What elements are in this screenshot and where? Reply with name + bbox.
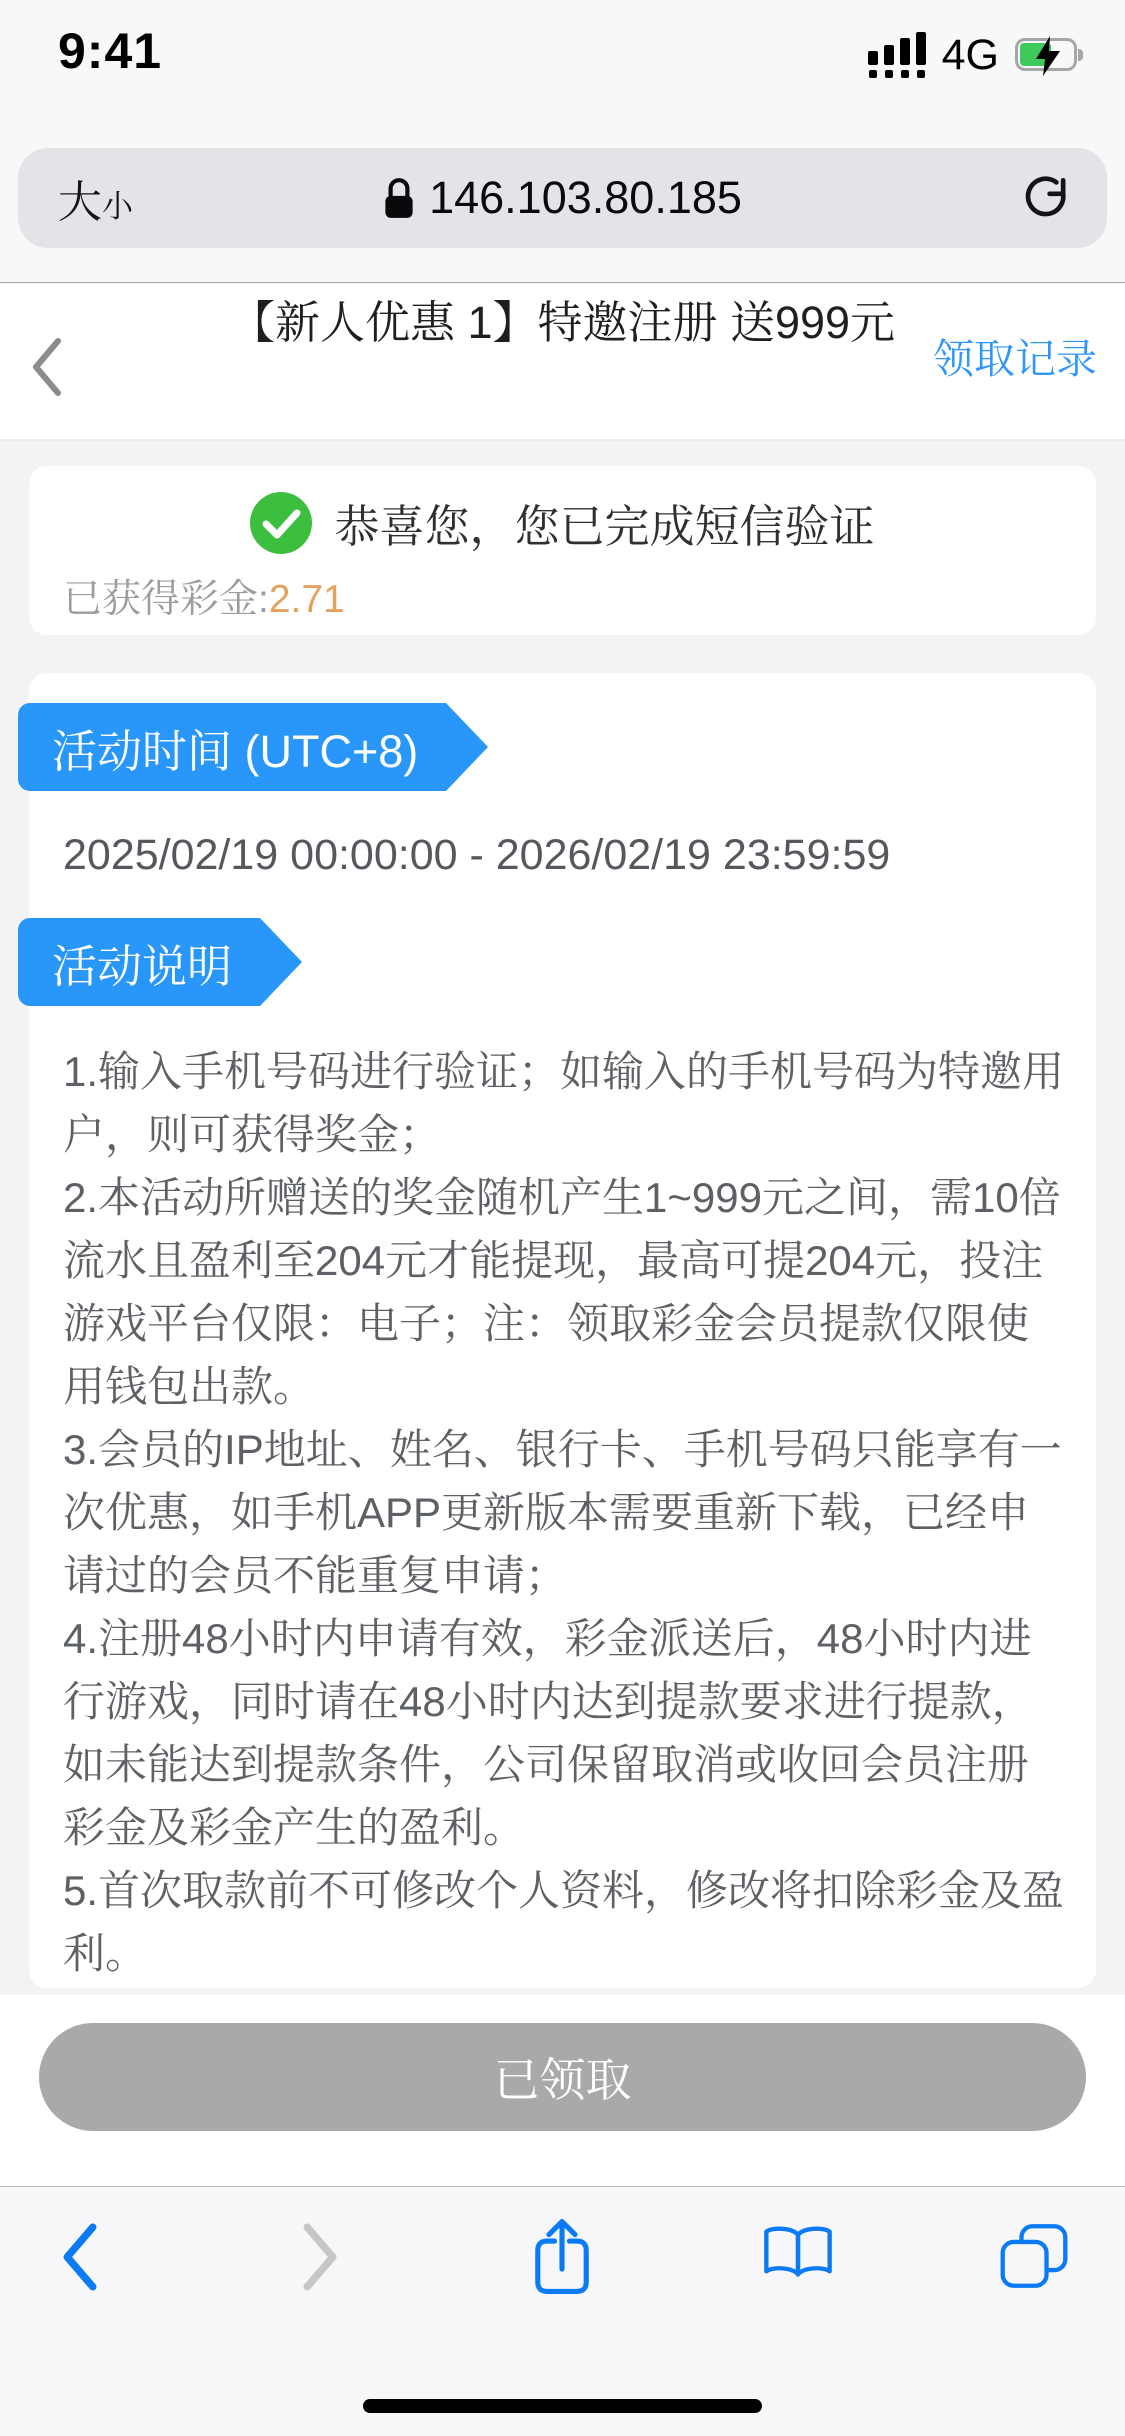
text-size-small-label: 小 [102, 188, 133, 224]
home-indicator[interactable] [363, 2399, 762, 2413]
url-bar[interactable] [18, 148, 1107, 248]
book-icon[interactable] [760, 2225, 836, 2289]
check-circle-icon [250, 492, 312, 554]
status-time: 9:41 [58, 23, 163, 79]
reload-icon[interactable] [1021, 172, 1071, 226]
success-row [29, 490, 1096, 555]
url-display [18, 148, 1107, 248]
bonus-value: 2.71 [268, 578, 345, 621]
sms-verified-card [29, 466, 1096, 635]
claimed-button[interactable]: 已领取 [39, 2023, 1086, 2131]
rule-item: 1.输入手机号码进行验证；如输入的手机号码为特邀用户，则可获得奖金； [63, 1048, 1065, 1158]
bonus-line [63, 568, 345, 624]
text-size-large-label: 大 [58, 178, 102, 227]
tabs-icon[interactable] [998, 2223, 1070, 2289]
battery-charging-icon [1015, 36, 1087, 74]
safari-toolbar [0, 2186, 1125, 2436]
bottom-action-bar [0, 1995, 1125, 2186]
toolbar-forward-icon[interactable] [300, 2223, 340, 2291]
rule-item: 3.会员的IP地址、姓名、银行卡、手机号码只能享有一次优惠，如手机APP更新版本需要重新下载，已经申请过的会员不能重复申请； [63, 1426, 1062, 1599]
activity-time-range: 2025/02/19 00:00:00 - 2026/02/19 23:59:59 [63, 831, 891, 879]
network-type-label: 4G [941, 30, 999, 79]
bonus-label: 已获得彩金: [63, 578, 269, 621]
activity-card [29, 673, 1096, 1988]
url-text: 146.103.80.185 [429, 172, 742, 223]
activity-rules [63, 1040, 1067, 1985]
browser-top-chrome [0, 0, 1125, 283]
rule-item: 2.本活动所赠送的奖金随机产生1~999元之间，需10倍流水且盈利至204元才能提现，最高可提204元，投注游戏平台仅限：电子；注：领取彩金会员提款仅限使用钱包出款。 [63, 1174, 1061, 1410]
activity-time-ribbon: 活动时间 (UTC+8) [18, 703, 446, 791]
cellular-signal-icon [868, 32, 926, 78]
rule-item: 5.首次取款前不可修改个人资料，修改将扣除彩金及盈利。 [63, 1867, 1065, 1977]
page-title: 【新人优惠 1】特邀注册 送999元 [229, 297, 896, 348]
back-chevron-icon[interactable] [30, 336, 64, 398]
status-right-cluster [868, 28, 1087, 82]
share-icon[interactable] [532, 2215, 592, 2297]
rule-item: 4.注册48小时内申请有效，彩金派送后，48小时内进行游戏，同时请在48小时内达到提款要求进行提款，如未能达到提款条件，公司保留取消或收回会员注册彩金及彩金产生的盈利。 [63, 1615, 1034, 1851]
activity-description-ribbon: 活动说明 [18, 918, 260, 1006]
success-message: 恭喜您，您已完成短信验证 [334, 501, 875, 552]
toolbar-back-icon[interactable] [60, 2223, 100, 2291]
claim-records-link[interactable]: 领取记录 [933, 336, 1097, 382]
page-header [0, 284, 1125, 441]
lock-icon [383, 176, 415, 220]
